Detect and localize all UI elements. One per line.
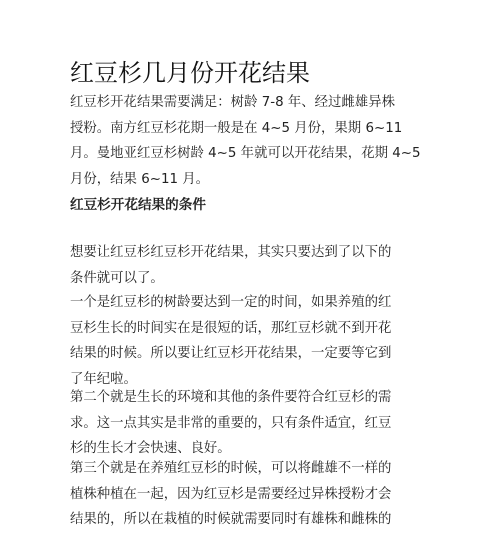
paragraph-line: 求。这一点其实是非常的重要的，只有条件适宜，红豆 [70, 415, 392, 431]
paragraph-3 [70, 385, 430, 462]
paragraph-2 [70, 290, 430, 392]
paragraph-line: 杉的生长才会快速、良好。 [70, 441, 231, 456]
intro-paragraph [70, 90, 430, 192]
paragraph-line: 了年纪啦。 [70, 371, 137, 387]
paragraph-line: 第二个就是生长的环境和其他的条件要符合红豆杉的需 [70, 390, 392, 405]
paragraph-line: 结果的时候。所以要让红豆杉开花结果，一定要等它到 [70, 346, 392, 361]
intro-line: 授粉。南方红豆杉花期一般是在 4~5 月份，果期 6~11 [70, 120, 403, 136]
paragraph-line: 第三个就是在养殖红豆杉的时候，可以将雌雄不一样的 [70, 461, 392, 476]
paragraph-line: 豆杉生长的时间实在是很短的话，那红豆杉就不到开花 [70, 320, 392, 336]
article-title: 红豆杉几月份开花结果 [70, 59, 310, 87]
intro-line: 红豆杉开花结果需要满足：树龄 7-8 年、经过雌雄异株 [70, 95, 395, 110]
paragraph-line: 想要让红豆杉红豆杉开花结果，其实只要达到了以下的 [70, 245, 392, 260]
paragraph-line: 条件就可以了。 [70, 270, 164, 286]
intro-line: 月份，结果 6~11 月。 [70, 171, 210, 187]
paragraph-4 [70, 456, 430, 533]
paragraph-1 [70, 240, 430, 291]
paragraph-line: 一个是红豆杉的树龄要达到一定的时间，如果养殖的红 [70, 295, 392, 310]
intro-line: 月。曼地亚红豆杉树龄 4~5 年就可以开花结果，花期 4~5 [70, 146, 421, 161]
paragraph-line: 结果的，所以在栽植的时候就需要同时有雄株和雌株的 [70, 512, 392, 527]
paragraph-line: 植株种植在一起，因为红豆杉是需要经过异株授粉才会 [70, 486, 392, 502]
section-subheading: 红豆杉开花结果的条件 [70, 197, 206, 213]
